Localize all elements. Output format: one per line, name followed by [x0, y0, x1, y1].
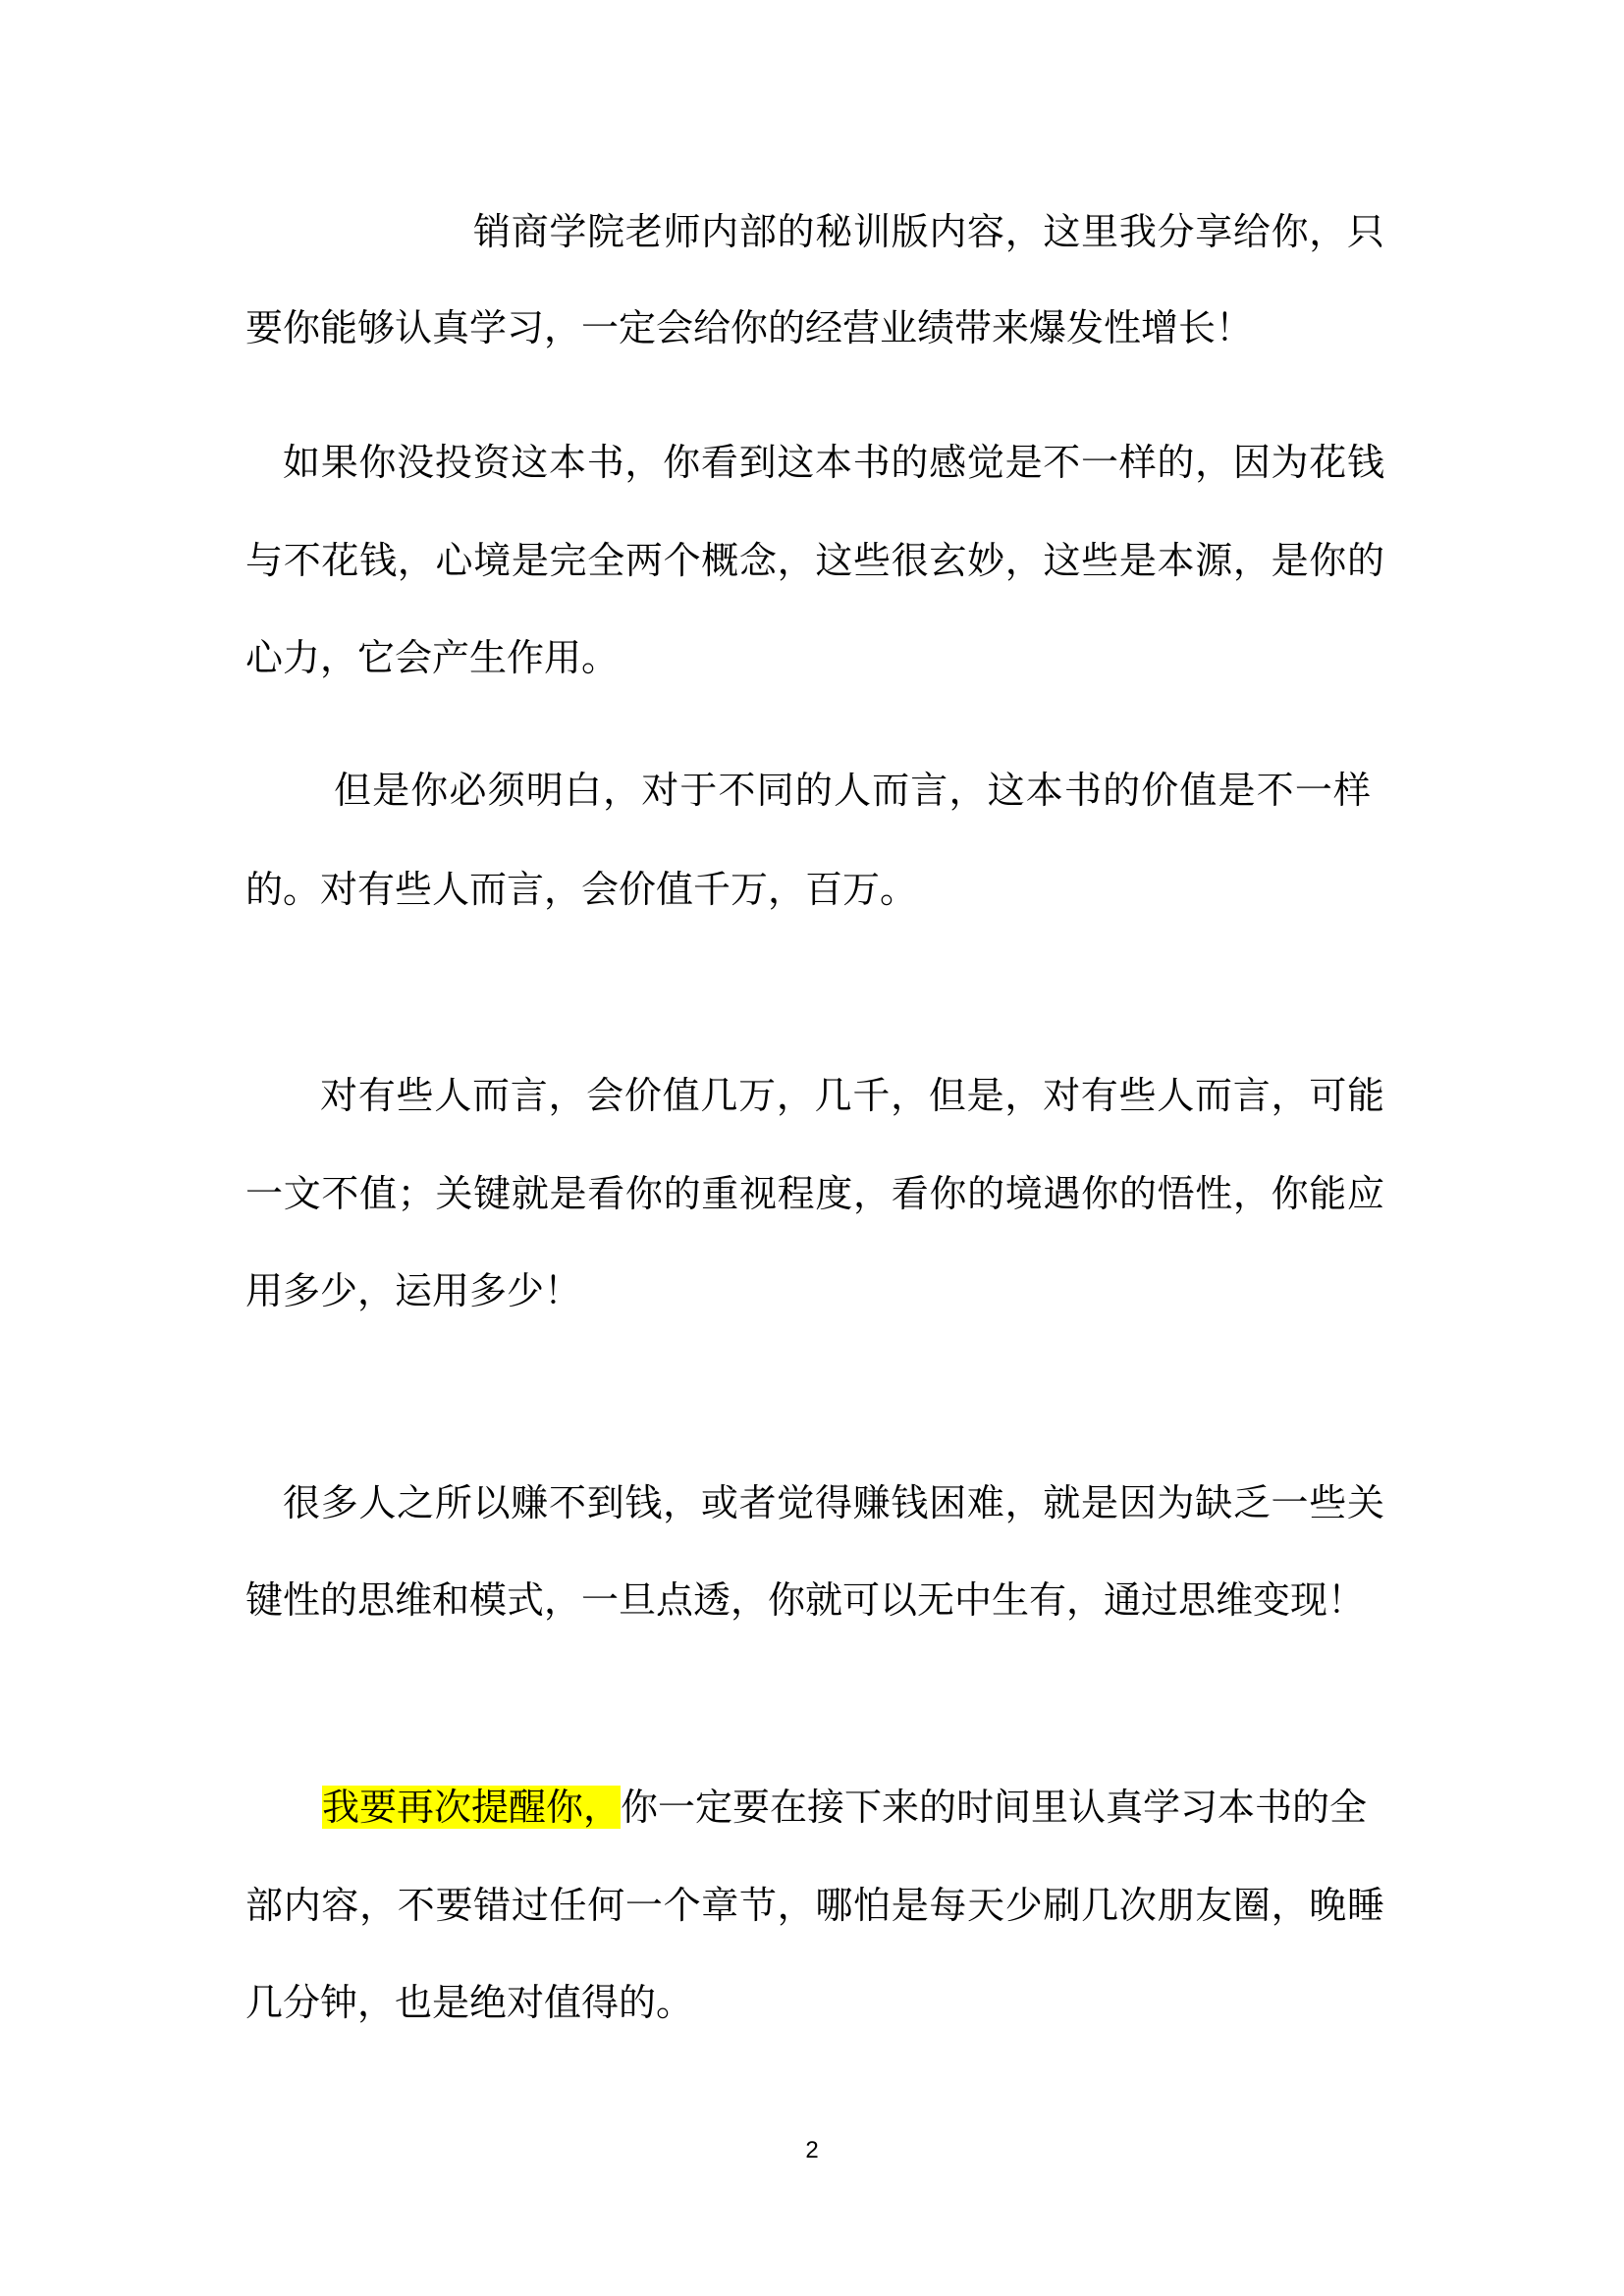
paragraph-1-line-1: 销商学院老师内部的秘训版内容，这里我分享给你，只: [473, 210, 1384, 253]
paragraph-3-line-2: 的。对有些人而言，会价值千万，百万。: [245, 868, 918, 911]
paragraph-4-line-2: 一文不值；关键就是看你的重视程度，看你的境遇你的悟性，你能应: [245, 1172, 1384, 1215]
paragraph-6-line-1: [322, 1782, 1384, 1833]
paragraph-5-line-1: 很多人之所以赚不到钱，或者觉得赚钱困难，就是因为缺乏一些关: [283, 1481, 1384, 1524]
paragraph-1-line-2: 要你能够认真学习，一定会给你的经营业绩带来爆发性增长！: [245, 306, 1254, 349]
paragraph-6-line-2: 部内容，不要错过任何一个章节，哪怕是每天少刷几次朋友圈，晚睡: [245, 1884, 1384, 1927]
paragraph-2-line-1: 如果你没投资这本书，你看到这本书的感觉是不一样的，因为花钱: [283, 441, 1384, 484]
paragraph-2-line-3: 心力，它会产生作用。: [245, 636, 620, 679]
paragraph-3-line-1: 但是你必须明白，对于不同的人而言，这本书的价值是不一样: [334, 769, 1371, 812]
paragraph-6-line-3: 几分钟，也是绝对值得的。: [245, 1981, 694, 2024]
page-number: 2: [805, 2137, 819, 2163]
paragraph-5-line-2: 键性的思维和模式，一旦点透，你就可以无中生有，通过思维变现！: [245, 1578, 1366, 1622]
paragraph-4-line-1: 对有些人而言，会价值几万，几千，但是，对有些人而言，可能: [320, 1074, 1384, 1117]
paragraph-2-line-2: 与不花钱，心境是完全两个概念，这些很玄妙，这些是本源，是你的: [245, 539, 1384, 582]
paragraph-6-line-1-rest: 你一定要在接下来的时间里认真学习本书的全: [621, 1786, 1368, 1829]
paragraph-4-line-3: 用多少，运用多少！: [245, 1269, 582, 1312]
highlighted-reminder: 我要再次提醒你，: [322, 1786, 622, 1829]
